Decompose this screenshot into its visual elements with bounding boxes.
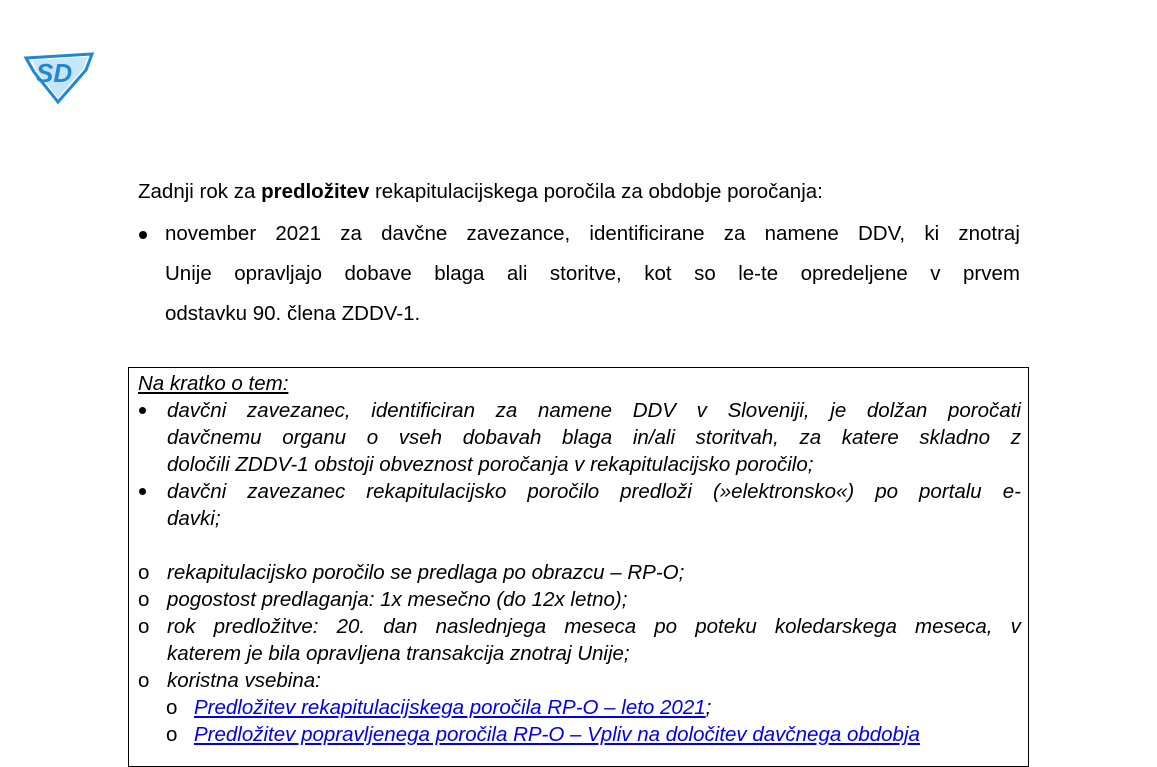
intro-bold: predložitev xyxy=(261,180,370,203)
circle-bullet-icon: o xyxy=(138,615,150,638)
box-link-row-1: o Predložitev rekapitulacijskega poročila RP-O – leto 2021; xyxy=(166,696,712,719)
bullet-line-2: Unije opravljajo dobave blaga ali storitve, kot so le-te opredeljene v prvem xyxy=(165,262,1020,285)
link-rp-o-2021[interactable]: Predložitev rekapitulacijskega poročila RP-O – leto 2021 xyxy=(194,696,706,719)
box-bullet-1-line-3: določili ZDDV-1 obstoji obveznost poročanja v rekapitulacijsko poročilo; xyxy=(167,453,814,476)
box-item-deadline-line-2: katerem je bila opravljena transakcija znotraj Unije; xyxy=(167,642,630,665)
circle-bullet-icon: o xyxy=(138,588,150,611)
box-bullet-2-line-1: davčni zavezanec rekapitulacijsko poročilo predloži (»elektronsko«) po portalu e- xyxy=(138,478,1021,505)
box-bullet-1-line-1: davčni zavezanec, identificiran za namene DDV v Sloveniji, je dolžan poročati xyxy=(138,397,1021,424)
circle-bullet-icon: o xyxy=(138,669,150,692)
intro-text: Zadnji rok za predložitev rekapitulacijskega poročila za obdobje poročanja: xyxy=(138,180,823,203)
summary-box xyxy=(128,367,1029,767)
svg-text:SD: SD xyxy=(36,58,73,88)
circle-bullet-icon: o xyxy=(138,561,150,584)
box-link-row-2 xyxy=(138,721,1021,748)
box-item-frequency: o pogostost predlaganja: 1x mesečno (do 12x letno); xyxy=(138,588,628,611)
deadline-bullet xyxy=(138,220,1020,340)
box-item-form: o rekapitulacijsko poročilo se predlaga po obrazcu – RP-O; xyxy=(138,561,685,584)
box-title: Na kratko o tem: xyxy=(138,372,289,395)
bullet-line-1: november 2021 za davčne zavezance, identificirane za namene DDV, ki znotraj xyxy=(138,220,1020,260)
sd-logo-icon xyxy=(22,48,96,104)
link-rp-o-corrected[interactable]: Predložitev popravljenega poročila RP-O – Vpliv na določitev davčnega obdobja xyxy=(194,723,920,746)
bullet-dot-icon xyxy=(139,488,146,495)
bullet-line-3: odstavku 90. člena ZDDV-1. xyxy=(165,302,421,325)
box-bullet-1-line-2: davčnemu organu o vseh dobavah blaga in/ali storitvah, za katere skladno z xyxy=(167,426,1021,449)
bullet-dot-icon xyxy=(139,407,146,414)
circle-bullet-icon: o xyxy=(166,723,178,746)
box-item-useful: o koristna vsebina: xyxy=(138,669,321,692)
circle-bullet-icon: o xyxy=(166,696,178,719)
box-item-deadline-line-1: o rok predložitve: 20. dan naslednjega meseca po poteku koledarskega meseca, v xyxy=(138,615,1021,638)
bullet-dot-icon xyxy=(139,231,147,239)
box-bullet-2-line-2: davki; xyxy=(167,507,221,530)
